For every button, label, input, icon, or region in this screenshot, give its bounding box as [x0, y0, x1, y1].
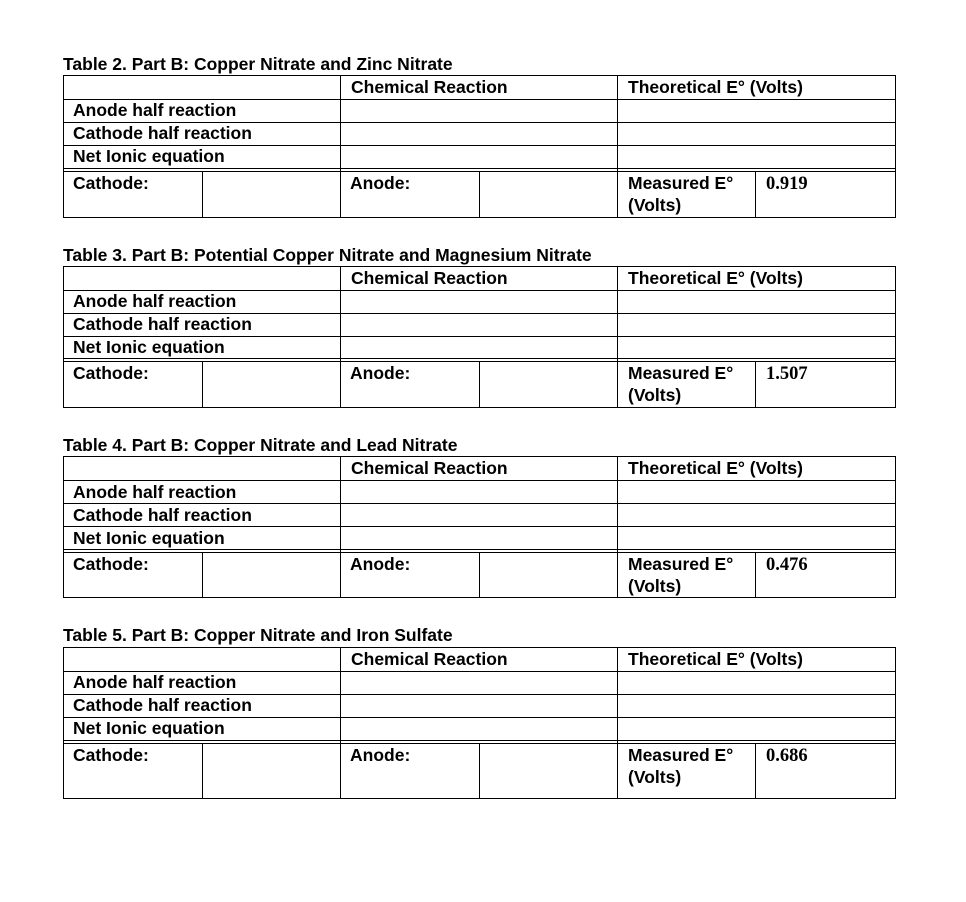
row-divider [64, 549, 895, 550]
measured-label-units: (Volts) [628, 767, 682, 787]
row-label-cathode-half: Cathode half reaction [73, 695, 252, 715]
row-label-cathode-half: Cathode half reaction [73, 123, 252, 143]
row-label-net-ionic: Net Ionic equation [73, 146, 225, 166]
col-divider [202, 171, 203, 217]
col-divider [617, 76, 618, 217]
col-divider [340, 76, 341, 217]
row-label-anode-half: Anode half reaction [73, 291, 237, 311]
measured-value: 1.507 [766, 364, 808, 384]
measured-label: Measured E° [628, 554, 734, 574]
theoretical-header: Theoretical E° (Volts) [628, 649, 803, 669]
anode-label: Anode: [350, 745, 411, 765]
table-caption: Table 4. Part B: Copper Nitrate and Lead Nitrate [63, 435, 458, 455]
theoretical-header: Theoretical E° (Volts) [628, 268, 803, 288]
measured-label: Measured E° [628, 745, 734, 765]
table-grid [63, 456, 896, 598]
col-divider [202, 361, 203, 407]
measured-label-units: (Volts) [628, 195, 682, 215]
measured-value: 0.919 [766, 174, 808, 194]
measured-value: 0.476 [766, 555, 808, 575]
anode-label: Anode: [350, 173, 411, 193]
chemical-reaction-header: Chemical Reaction [351, 268, 508, 288]
col-divider [755, 361, 756, 407]
table-grid [63, 266, 896, 408]
cathode-label: Cathode: [73, 554, 149, 574]
col-divider [479, 171, 480, 217]
row-divider [64, 358, 895, 359]
chemical-reaction-header: Chemical Reaction [351, 458, 508, 478]
anode-label: Anode: [350, 363, 411, 383]
theoretical-header: Theoretical E° (Volts) [628, 77, 803, 97]
measured-label: Measured E° [628, 363, 734, 383]
col-divider [617, 457, 618, 597]
cathode-label: Cathode: [73, 173, 149, 193]
col-divider [340, 267, 341, 407]
table-caption: Table 5. Part B: Copper Nitrate and Iron Sulfate [63, 625, 453, 645]
measured-label-units: (Volts) [628, 576, 682, 596]
theoretical-header: Theoretical E° (Volts) [628, 458, 803, 478]
table-grid [63, 647, 896, 799]
col-divider [479, 743, 480, 798]
row-label-anode-half: Anode half reaction [73, 100, 237, 120]
col-divider [340, 457, 341, 597]
measured-label: Measured E° [628, 173, 734, 193]
table-grid [63, 75, 896, 218]
col-divider [479, 361, 480, 407]
row-label-cathode-half: Cathode half reaction [73, 505, 252, 525]
measured-value: 0.686 [766, 746, 808, 766]
col-divider [202, 552, 203, 597]
anode-label: Anode: [350, 554, 411, 574]
row-label-net-ionic: Net Ionic equation [73, 718, 225, 738]
chemical-reaction-header: Chemical Reaction [351, 649, 508, 669]
col-divider [479, 552, 480, 597]
row-divider [64, 503, 895, 504]
col-divider [202, 743, 203, 798]
col-divider [340, 648, 341, 798]
row-divider [64, 526, 895, 527]
row-label-cathode-half: Cathode half reaction [73, 314, 252, 334]
col-divider [755, 743, 756, 798]
col-divider [617, 267, 618, 407]
measured-label-units: (Volts) [628, 385, 682, 405]
cathode-label: Cathode: [73, 363, 149, 383]
row-divider [64, 740, 895, 741]
col-divider [755, 552, 756, 597]
row-divider [64, 480, 895, 481]
table-caption: Table 2. Part B: Copper Nitrate and Zinc Nitrate [63, 54, 453, 74]
row-label-anode-half: Anode half reaction [73, 482, 237, 502]
row-divider [64, 168, 895, 169]
chemical-reaction-header: Chemical Reaction [351, 77, 508, 97]
col-divider [755, 171, 756, 217]
col-divider [617, 648, 618, 798]
table-caption: Table 3. Part B: Potential Copper Nitrate and Magnesium Nitrate [63, 245, 592, 265]
cathode-label: Cathode: [73, 745, 149, 765]
row-label-net-ionic: Net Ionic equation [73, 337, 225, 357]
row-label-anode-half: Anode half reaction [73, 672, 237, 692]
row-label-net-ionic: Net Ionic equation [73, 528, 225, 548]
